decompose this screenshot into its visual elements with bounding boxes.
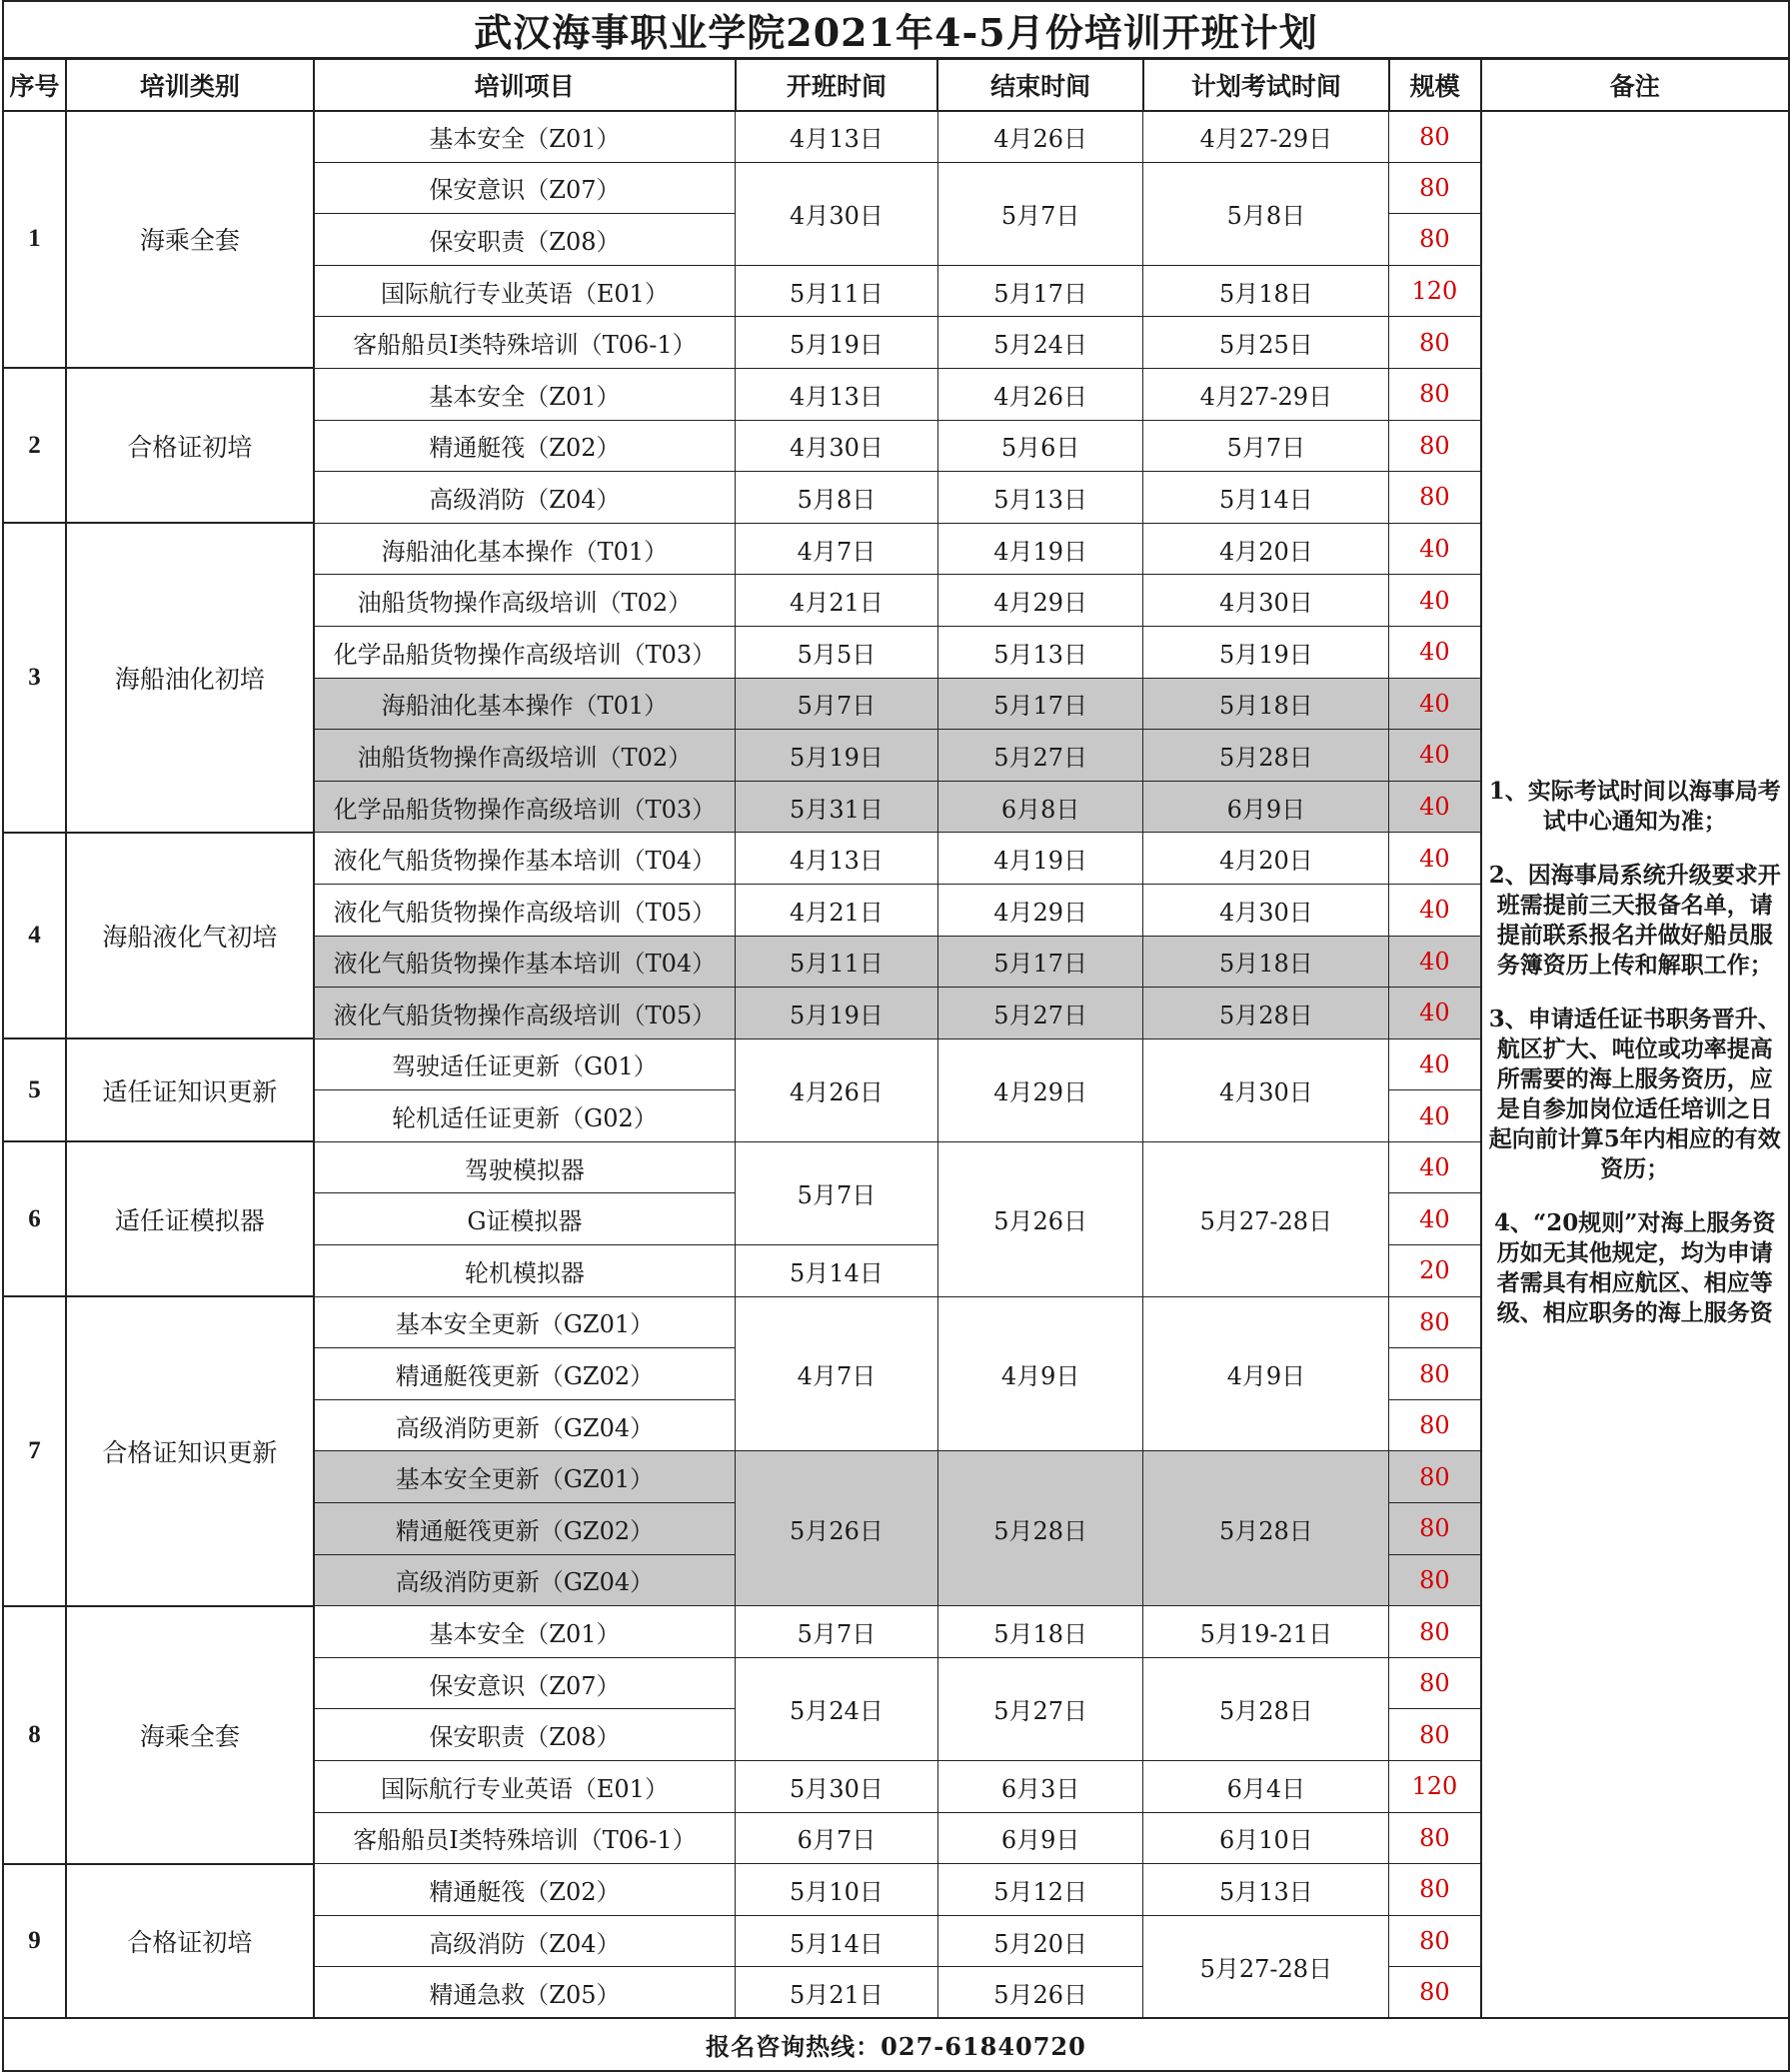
start-date-cell: 4月7日: [736, 1296, 938, 1451]
category-cell: 适任证知识更新: [66, 1038, 314, 1141]
category-cell: 合格证知识更新: [66, 1296, 314, 1606]
scale-cell: 80: [1389, 162, 1481, 214]
seq-cell: 3: [3, 523, 66, 833]
item-cell: 高级消防更新（GZ04）: [314, 1399, 736, 1451]
end-date-cell: 4月29日: [937, 1038, 1143, 1141]
exam-date-cell: 4月20日: [1143, 523, 1389, 575]
scale-cell: 40: [1389, 1193, 1481, 1245]
scale-cell: 40: [1389, 833, 1481, 885]
end-date-cell: 6月8日: [937, 781, 1143, 833]
item-cell: 液化气船货物操作高级培训（T05）: [314, 884, 736, 936]
scale-cell: 40: [1389, 575, 1481, 627]
header-start: 开班时间: [736, 59, 938, 111]
item-cell: 客船船员Ⅰ类特殊培训（T06-1）: [314, 1812, 736, 1864]
end-date-cell: 5月26日: [937, 1967, 1143, 2019]
start-date-cell: 5月5日: [736, 626, 938, 678]
exam-date-cell: 4月9日: [1143, 1296, 1389, 1451]
scale-cell: 40: [1389, 936, 1481, 988]
end-date-cell: 5月27日: [937, 730, 1143, 782]
end-date-cell: 5月20日: [937, 1915, 1143, 1967]
end-date-cell: 5月7日: [937, 162, 1143, 265]
end-date-cell: 5月17日: [937, 678, 1143, 730]
scale-cell: 40: [1389, 1090, 1481, 1142]
item-cell: 基本安全（Z01）: [314, 368, 736, 420]
end-date-cell: 5月18日: [937, 1606, 1143, 1658]
scale-cell: 80: [1389, 1657, 1481, 1709]
page-title: 武汉海事职业学院2021年4-5月份培训开班计划: [3, 1, 1789, 59]
seq-cell: 4: [3, 833, 66, 1038]
start-date-cell: 5月11日: [736, 265, 938, 317]
end-date-cell: 5月27日: [937, 988, 1143, 1039]
scale-cell: 20: [1389, 1245, 1481, 1297]
seq-cell: 8: [3, 1606, 66, 1864]
end-date-cell: 4月9日: [937, 1296, 1143, 1451]
header-category: 培训类别: [66, 59, 314, 111]
end-date-cell: 5月17日: [937, 936, 1143, 988]
start-date-cell: 5月8日: [736, 472, 938, 524]
start-date-cell: 5月7日: [736, 678, 938, 730]
item-cell: 精通艇筏（Z02）: [314, 1864, 736, 1916]
item-cell: 保安职责（Z08）: [314, 1709, 736, 1761]
seq-cell: 9: [3, 1864, 66, 2019]
header-remarks: 备注: [1481, 59, 1789, 111]
item-cell: 高级消防（Z04）: [314, 472, 736, 524]
item-cell: 精通急救（Z05）: [314, 1967, 736, 2019]
start-date-cell: 4月13日: [736, 111, 938, 163]
start-date-cell: 6月7日: [736, 1812, 938, 1864]
header-exam: 计划考试时间: [1143, 59, 1389, 111]
scale-cell: 80: [1389, 1348, 1481, 1400]
start-date-cell: 4月13日: [736, 833, 938, 885]
seq-cell: 1: [3, 111, 66, 369]
remark-item: 3、申请适任证书职务晋升、航区扩大、吨位或功率提高所需要的海上服务资历，应是自参加岗位适任培训之日起向前计算5年内相应的有效资历；: [1488, 1005, 1781, 1182]
item-cell: 基本安全更新（GZ01）: [314, 1451, 736, 1503]
scale-cell: 40: [1389, 1141, 1481, 1193]
item-cell: 高级消防（Z04）: [314, 1915, 736, 1967]
item-cell: 基本安全更新（GZ01）: [314, 1296, 736, 1348]
start-date-cell: 5月30日: [736, 1761, 938, 1813]
item-cell: 油船货物操作高级培训（T02）: [314, 575, 736, 627]
end-date-cell: 5月27日: [937, 1657, 1143, 1760]
item-cell: 轮机模拟器: [314, 1245, 736, 1297]
scale-cell: 80: [1389, 1606, 1481, 1658]
scale-cell: 80: [1389, 472, 1481, 524]
start-date-cell: 5月26日: [736, 1451, 938, 1606]
end-date-cell: 4月29日: [937, 575, 1143, 627]
remark-item: 4、“20规则”对海上服务资历如无其他规定，均为申请者需具有相应航区、相应等级、相应职务的海上服务资: [1494, 1208, 1776, 1326]
item-cell: 基本安全（Z01）: [314, 1606, 736, 1658]
end-date-cell: 5月13日: [937, 472, 1143, 524]
start-date-cell: 5月14日: [736, 1915, 938, 1967]
seq-cell: 2: [3, 368, 66, 523]
exam-date-cell: 6月4日: [1143, 1761, 1389, 1813]
header-row: [3, 59, 1789, 111]
exam-date-cell: 6月9日: [1143, 781, 1389, 833]
exam-date-cell: 5月28日: [1143, 1657, 1389, 1760]
scale-cell: 80: [1389, 1296, 1481, 1348]
start-date-cell: 4月21日: [736, 575, 938, 627]
exam-date-cell: 5月19-21日: [1143, 1606, 1389, 1658]
item-cell: 基本安全（Z01）: [314, 111, 736, 163]
end-date-cell: 5月26日: [937, 1141, 1143, 1296]
end-date-cell: 5月24日: [937, 317, 1143, 369]
exam-date-cell: 4月27-29日: [1143, 111, 1389, 163]
seq-cell: 5: [3, 1038, 66, 1141]
scale-cell: 80: [1389, 1915, 1481, 1967]
item-cell: 精通艇筏（Z02）: [314, 420, 736, 472]
start-date-cell: 5月21日: [736, 1967, 938, 2019]
scale-cell: 40: [1389, 626, 1481, 678]
scale-cell: 80: [1389, 1812, 1481, 1864]
category-cell: 适任证模拟器: [66, 1141, 314, 1296]
scale-cell: 40: [1389, 678, 1481, 730]
end-date-cell: 5月12日: [937, 1864, 1143, 1916]
exam-date-cell: 5月25日: [1143, 317, 1389, 369]
remark-item: 2、因海事局系统升级要求开班需提前三天报备名单，请提前联系报名并做好船员服务簿资历上传和解职工作；: [1488, 861, 1781, 979]
exam-date-cell: 4月27-29日: [1143, 368, 1389, 420]
category-cell: 海乘全套: [66, 111, 314, 369]
category-cell: 海船液化气初培: [66, 833, 314, 1038]
exam-date-cell: 4月30日: [1143, 1038, 1389, 1141]
exam-date-cell: 5月27-28日: [1143, 1141, 1389, 1296]
item-cell: 轮机适任证更新（G02）: [314, 1090, 736, 1142]
category-cell: 海船油化初培: [66, 523, 314, 833]
exam-date-cell: 5月14日: [1143, 472, 1389, 524]
item-cell: 保安意识（Z07）: [314, 1657, 736, 1709]
end-date-cell: 4月26日: [937, 368, 1143, 420]
item-cell: 化学品船货物操作高级培训（T03）: [314, 781, 736, 833]
start-date-cell: 5月19日: [736, 317, 938, 369]
exam-date-cell: 4月20日: [1143, 833, 1389, 885]
item-cell: 国际航行专业英语（E01）: [314, 1761, 736, 1813]
end-date-cell: 5月17日: [937, 265, 1143, 317]
exam-date-cell: 5月19日: [1143, 626, 1389, 678]
exam-date-cell: 5月18日: [1143, 936, 1389, 988]
table-row: [3, 111, 1789, 163]
exam-date-cell: 5月27-28日: [1143, 1915, 1389, 2018]
item-cell: 保安职责（Z08）: [314, 214, 736, 266]
item-cell: 驾驶模拟器: [314, 1141, 736, 1193]
start-date-cell: 5月10日: [736, 1864, 938, 1916]
exam-date-cell: 5月8日: [1143, 162, 1389, 265]
start-date-cell: 5月24日: [736, 1657, 938, 1760]
exam-date-cell: 5月28日: [1143, 988, 1389, 1039]
exam-date-cell: 5月28日: [1143, 730, 1389, 782]
scale-cell: 120: [1389, 265, 1481, 317]
scale-cell: 80: [1389, 317, 1481, 369]
scale-cell: 80: [1389, 111, 1481, 163]
item-cell: 液化气船货物操作基本培训（T04）: [314, 833, 736, 885]
start-date-cell: 5月31日: [736, 781, 938, 833]
start-date-cell: 5月14日: [736, 1245, 938, 1297]
scale-cell: 80: [1389, 1864, 1481, 1916]
item-cell: G证模拟器: [314, 1193, 736, 1245]
remarks-cell: [1481, 111, 1789, 2019]
end-date-cell: 4月19日: [937, 523, 1143, 575]
item-cell: 海船油化基本操作（T01）: [314, 523, 736, 575]
scale-cell: 40: [1389, 523, 1481, 575]
category-cell: 合格证初培: [66, 1864, 314, 2019]
exam-date-cell: 5月18日: [1143, 678, 1389, 730]
scale-cell: 80: [1389, 1967, 1481, 2019]
scale-cell: 40: [1389, 730, 1481, 782]
item-cell: 油船货物操作高级培训（T02）: [314, 730, 736, 782]
end-date-cell: 5月28日: [937, 1451, 1143, 1606]
scale-cell: 40: [1389, 1038, 1481, 1090]
scale-cell: 80: [1389, 420, 1481, 472]
start-date-cell: 4月21日: [736, 884, 938, 936]
header-end: 结束时间: [937, 59, 1143, 111]
end-date-cell: 6月3日: [937, 1761, 1143, 1813]
header-scale: 规模: [1389, 59, 1481, 111]
start-date-cell: 5月11日: [736, 936, 938, 988]
item-cell: 驾驶适任证更新（G01）: [314, 1038, 736, 1090]
exam-date-cell: 5月28日: [1143, 1451, 1389, 1606]
scale-cell: 80: [1389, 1709, 1481, 1761]
exam-date-cell: 5月7日: [1143, 420, 1389, 472]
item-cell: 客船船员Ⅰ类特殊培训（T06-1）: [314, 317, 736, 369]
header-item: 培训项目: [314, 59, 736, 111]
item-cell: 国际航行专业英语（E01）: [314, 265, 736, 317]
start-date-cell: 4月26日: [736, 1038, 938, 1141]
item-cell: 液化气船货物操作基本培训（T04）: [314, 936, 736, 988]
exam-date-cell: 4月30日: [1143, 884, 1389, 936]
exam-date-cell: 5月18日: [1143, 265, 1389, 317]
scale-cell: 40: [1389, 988, 1481, 1039]
item-cell: 精通艇筏更新（GZ02）: [314, 1503, 736, 1555]
category-cell: 海乘全套: [66, 1606, 314, 1864]
start-date-cell: 5月19日: [736, 730, 938, 782]
end-date-cell: 6月9日: [937, 1812, 1143, 1864]
scale-cell: 120: [1389, 1761, 1481, 1813]
remark-item: 1、实际考试时间以海事局考试中心通知为准；: [1488, 777, 1781, 835]
start-date-cell: 5月19日: [736, 988, 938, 1039]
scale-cell: 40: [1389, 781, 1481, 833]
start-date-cell: 4月30日: [736, 162, 938, 265]
item-cell: 化学品船货物操作高级培训（T03）: [314, 626, 736, 678]
item-cell: 高级消防更新（GZ04）: [314, 1554, 736, 1606]
training-schedule-table: [2, 0, 1790, 2072]
end-date-cell: 4月29日: [937, 884, 1143, 936]
item-cell: 海船油化基本操作（T01）: [314, 678, 736, 730]
scale-cell: 80: [1389, 1554, 1481, 1606]
scale-cell: 80: [1389, 1503, 1481, 1555]
start-date-cell: 4月7日: [736, 523, 938, 575]
scale-cell: 40: [1389, 884, 1481, 936]
start-date-cell: 4月30日: [736, 420, 938, 472]
start-date-cell: 5月7日: [736, 1606, 938, 1658]
header-seq: 序号: [3, 59, 66, 111]
item-cell: 保安意识（Z07）: [314, 162, 736, 214]
exam-date-cell: 5月13日: [1143, 1864, 1389, 1916]
end-date-cell: 5月13日: [937, 626, 1143, 678]
hotline-footer: 报名咨询热线：027-61840720: [3, 2018, 1789, 2071]
footer-row: [3, 2018, 1789, 2071]
item-cell: 液化气船货物操作高级培训（T05）: [314, 988, 736, 1039]
start-date-cell: 4月13日: [736, 368, 938, 420]
end-date-cell: 5月6日: [937, 420, 1143, 472]
seq-cell: 6: [3, 1141, 66, 1296]
item-cell: 精通艇筏更新（GZ02）: [314, 1348, 736, 1400]
scale-cell: 80: [1389, 368, 1481, 420]
exam-date-cell: 4月30日: [1143, 575, 1389, 627]
category-cell: 合格证初培: [66, 368, 314, 523]
seq-cell: 7: [3, 1296, 66, 1606]
scale-cell: 80: [1389, 214, 1481, 266]
end-date-cell: 4月19日: [937, 833, 1143, 885]
scale-cell: 80: [1389, 1451, 1481, 1503]
exam-date-cell: 6月10日: [1143, 1812, 1389, 1864]
end-date-cell: 4月26日: [937, 111, 1143, 163]
start-date-cell: 5月7日: [736, 1141, 938, 1244]
scale-cell: 80: [1389, 1399, 1481, 1451]
